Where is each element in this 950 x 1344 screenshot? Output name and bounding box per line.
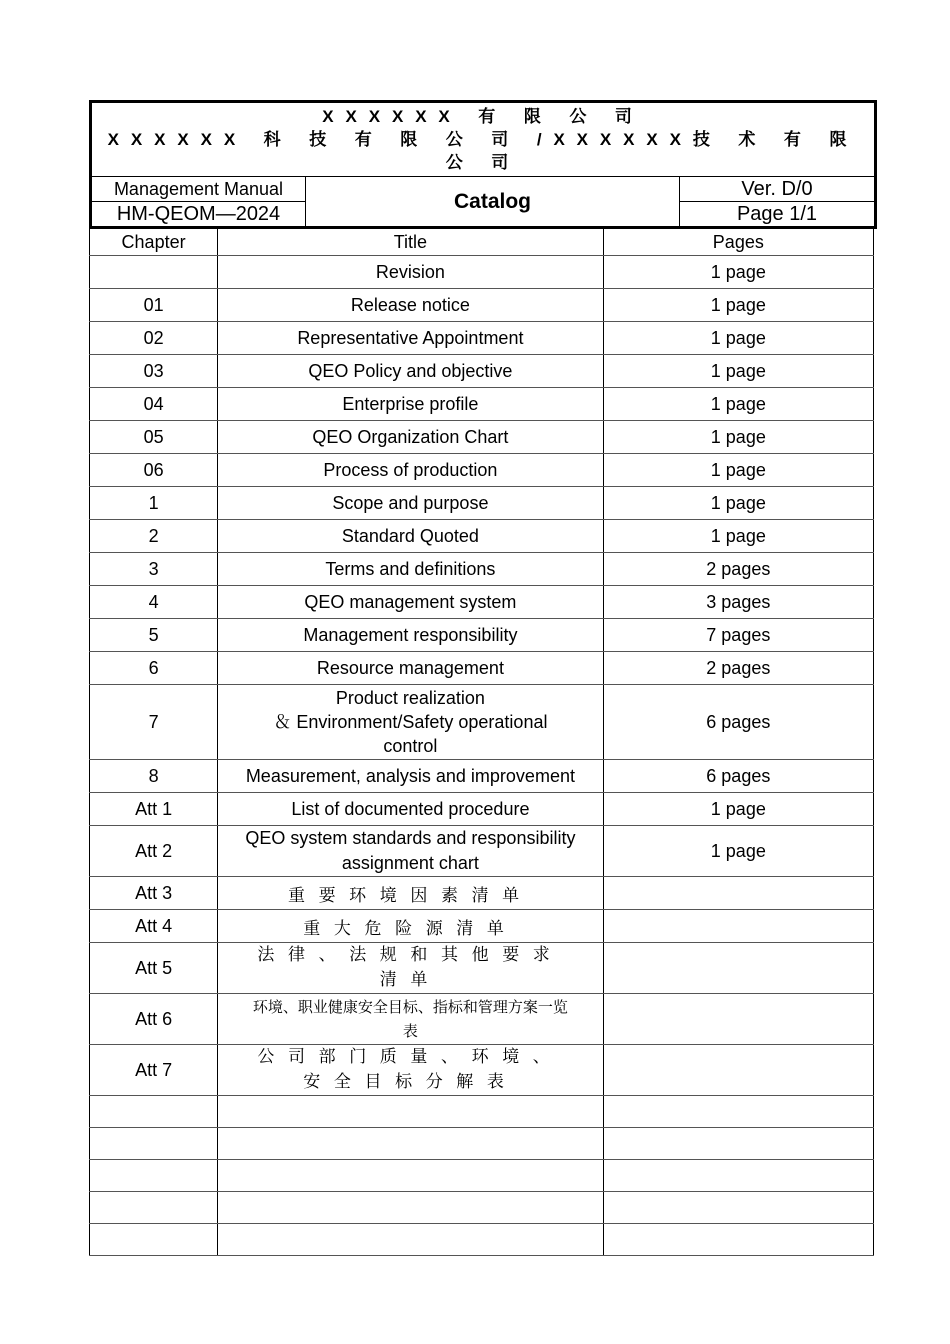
title-text: QEO management system <box>304 591 517 612</box>
empty-cell <box>603 1096 873 1128</box>
chapter-cell: 05 <box>90 421 218 454</box>
company-names <box>91 102 876 177</box>
title-cell <box>218 619 603 652</box>
table-row <box>90 793 874 826</box>
empty-cell <box>90 1160 218 1192</box>
chapter-cell: 2 <box>90 520 218 553</box>
title-text: Release notice <box>350 294 470 315</box>
title-cell <box>218 289 603 322</box>
catalog-document <box>89 100 874 1256</box>
empty-cell <box>603 1128 873 1160</box>
title-cell <box>218 454 603 487</box>
title-text: Revision <box>375 261 445 282</box>
table-of-contents <box>89 229 874 1256</box>
table-row <box>90 685 874 760</box>
empty-cell <box>603 1224 873 1256</box>
chapter-cell: 6 <box>90 652 218 685</box>
title-line: 环境、职业健康安全目标、指标和管理方案一览 <box>252 998 568 1016</box>
table-row <box>90 910 874 943</box>
title-line: 安全目标分解表 <box>303 1072 518 1092</box>
table-row <box>90 289 874 322</box>
title-text: Terms and definitions <box>325 558 496 579</box>
chapter-cell: 06 <box>90 454 218 487</box>
pages-cell: 6 pages <box>603 685 873 760</box>
title-cell <box>218 1045 603 1096</box>
table-row <box>90 421 874 454</box>
title-cell <box>218 760 603 793</box>
title-cell <box>218 355 603 388</box>
column-header-chapter: Chapter <box>90 229 218 256</box>
title-text: Enterprise profile <box>342 393 479 414</box>
table-row <box>90 355 874 388</box>
table-row <box>90 256 874 289</box>
title-cell <box>218 652 603 685</box>
chapter-cell: Att 2 <box>90 826 218 877</box>
table-row <box>90 877 874 910</box>
empty-row <box>90 1192 874 1224</box>
title-cell <box>218 388 603 421</box>
pages-cell: 6 pages <box>603 760 873 793</box>
empty-row <box>90 1128 874 1160</box>
chapter-cell: Att 7 <box>90 1045 218 1096</box>
empty-cell <box>218 1096 603 1128</box>
table-header-row <box>90 229 874 256</box>
empty-cell <box>603 1160 873 1192</box>
table-row <box>90 826 874 877</box>
pages-cell: 1 page <box>603 256 873 289</box>
pages-cell <box>603 943 873 994</box>
title-text: QEO Organization Chart <box>312 426 509 447</box>
pages-cell: 1 page <box>603 487 873 520</box>
title-cell <box>218 994 603 1045</box>
chapter-cell: 5 <box>90 619 218 652</box>
title-cell <box>218 520 603 553</box>
title-line: 表 <box>402 1022 418 1040</box>
table-row <box>90 454 874 487</box>
empty-cell <box>90 1096 218 1128</box>
chapter-cell: Att 3 <box>90 877 218 910</box>
table-row <box>90 1045 874 1096</box>
table-row <box>90 322 874 355</box>
title-line: control <box>383 736 438 756</box>
chapter-cell: 7 <box>90 685 218 760</box>
title-line: ＆ Environment/Safety operational <box>273 712 548 732</box>
empty-cell <box>90 1224 218 1256</box>
empty-row <box>90 1224 874 1256</box>
empty-cell <box>218 1128 603 1160</box>
pages-cell: 3 pages <box>603 586 873 619</box>
pages-cell: 1 page <box>603 793 873 826</box>
title-cell <box>218 256 603 289</box>
title-cell <box>218 910 603 943</box>
pages-cell: 1 page <box>603 388 873 421</box>
table-row <box>90 520 874 553</box>
pages-cell: 1 page <box>603 355 873 388</box>
chapter-cell: 01 <box>90 289 218 322</box>
table-row <box>90 760 874 793</box>
title-line: QEO system standards and responsibility <box>245 828 576 848</box>
title-text: Management responsibility <box>303 624 518 645</box>
version-label: Ver. D/0 <box>680 177 876 202</box>
empty-cell <box>90 1192 218 1224</box>
empty-row <box>90 1096 874 1128</box>
title-cell <box>218 685 603 760</box>
title-text: Standard Quoted <box>341 525 479 546</box>
pages-cell: 1 page <box>603 520 873 553</box>
table-row <box>90 586 874 619</box>
document-code: HM-QEOM—2024 <box>91 202 306 228</box>
chapter-cell <box>90 256 218 289</box>
pages-cell: 2 pages <box>603 553 873 586</box>
chapter-cell: 1 <box>90 487 218 520</box>
chapter-cell: Att 5 <box>90 943 218 994</box>
title-line: 法律、法规和其他要求 <box>257 945 564 965</box>
title-text: 重大危险源清单 <box>303 918 518 939</box>
column-header-pages: Pages <box>603 229 873 256</box>
pages-cell: 2 pages <box>603 652 873 685</box>
title-text: Representative Appointment <box>297 327 524 348</box>
table-row <box>90 487 874 520</box>
title-cell <box>218 322 603 355</box>
empty-cell <box>218 1160 603 1192</box>
chapter-cell: 04 <box>90 388 218 421</box>
chapter-cell: 03 <box>90 355 218 388</box>
pages-cell <box>603 877 873 910</box>
pages-cell <box>603 910 873 943</box>
table-row <box>90 619 874 652</box>
title-line: Product realization <box>335 688 485 708</box>
table-row <box>90 994 874 1045</box>
title-cell <box>218 553 603 586</box>
pages-cell: 1 page <box>603 289 873 322</box>
pages-cell: 1 page <box>603 826 873 877</box>
title-cell <box>218 421 603 454</box>
company-name-line2: XXXXXX 科 技 有 限 公 司 /XXXXXX技 术 有 限 公 司 <box>107 130 859 172</box>
title-text: Measurement, analysis and improvement <box>245 765 575 786</box>
title-cell <box>218 877 603 910</box>
empty-cell <box>218 1224 603 1256</box>
pages-cell <box>603 1045 873 1096</box>
title-text: Process of production <box>323 459 498 480</box>
title-cell <box>218 487 603 520</box>
title-cell <box>218 793 603 826</box>
document-header <box>89 100 877 229</box>
pages-cell: 1 page <box>603 421 873 454</box>
table-row <box>90 553 874 586</box>
company-name-line1: XXXXXX 有 限 公 司 <box>322 107 644 126</box>
title-line: assignment chart <box>341 853 479 873</box>
title-cell <box>218 586 603 619</box>
empty-cell <box>218 1192 603 1224</box>
title-text: Scope and purpose <box>332 492 489 513</box>
title-cell <box>218 826 603 877</box>
table-row <box>90 652 874 685</box>
chapter-cell: Att 4 <box>90 910 218 943</box>
chapter-cell: 02 <box>90 322 218 355</box>
chapter-cell: Att 1 <box>90 793 218 826</box>
empty-row <box>90 1160 874 1192</box>
table-row <box>90 943 874 994</box>
chapter-cell: 8 <box>90 760 218 793</box>
title-line: 清单 <box>379 970 441 990</box>
page-title: Catalog <box>306 177 680 228</box>
chapter-cell: Att 6 <box>90 994 218 1045</box>
pages-cell <box>603 994 873 1045</box>
title-cell <box>218 943 603 994</box>
page-number: Page 1/1 <box>680 202 876 228</box>
pages-cell: 1 page <box>603 454 873 487</box>
title-text: 重要环境因素清单 <box>287 885 533 906</box>
empty-cell <box>603 1192 873 1224</box>
empty-cell <box>90 1128 218 1160</box>
title-text: List of documented procedure <box>291 798 530 819</box>
title-text: Resource management <box>316 657 504 678</box>
title-line: 公司部门质量、环境、 <box>257 1047 564 1067</box>
table-row <box>90 388 874 421</box>
chapter-cell: 4 <box>90 586 218 619</box>
manual-label: Management Manual <box>91 177 306 202</box>
title-text: QEO Policy and objective <box>308 360 513 381</box>
pages-cell: 7 pages <box>603 619 873 652</box>
chapter-cell: 3 <box>90 553 218 586</box>
column-header-title: Title <box>218 229 603 256</box>
pages-cell: 1 page <box>603 322 873 355</box>
